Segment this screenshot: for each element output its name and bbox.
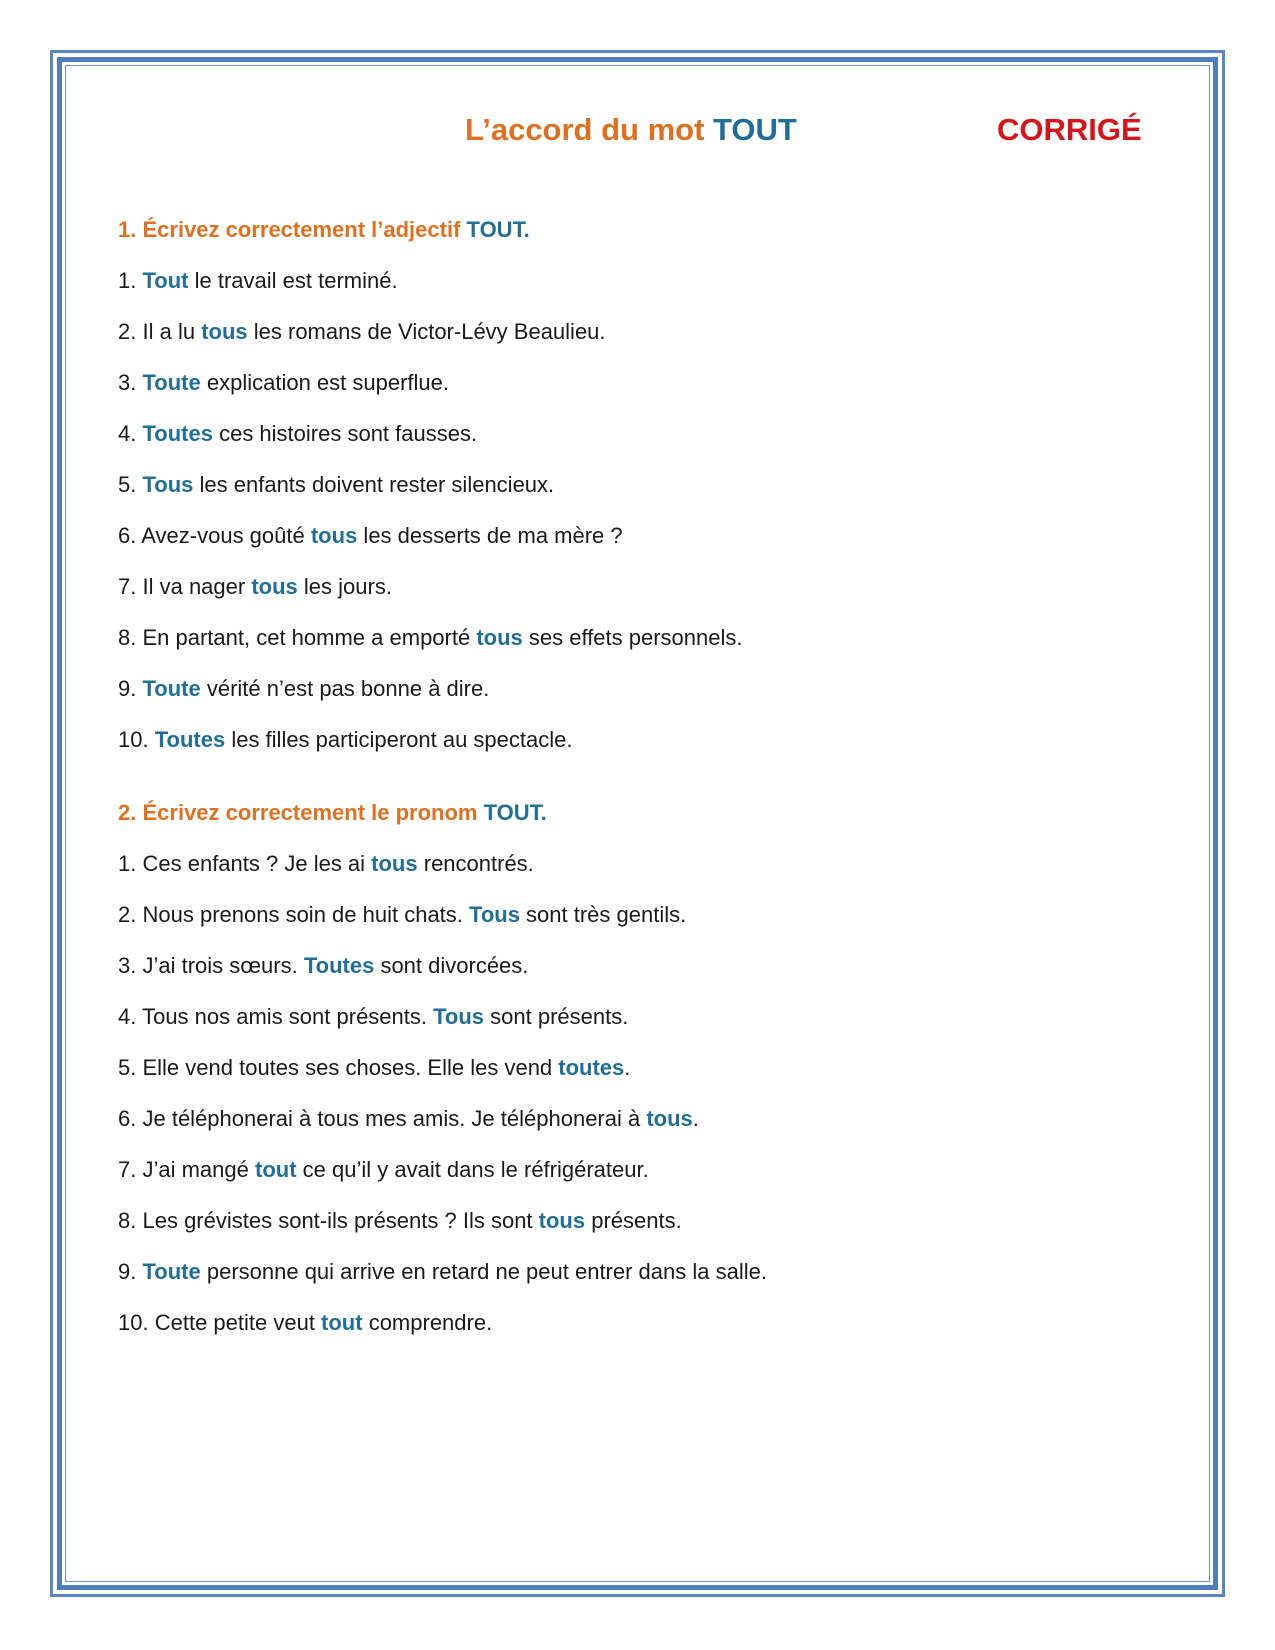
title-main: L’accord du mot (465, 112, 705, 147)
exercise-line (118, 1310, 1118, 1361)
item-text-after: le travail est terminé. (188, 268, 398, 293)
item-text-before: J’ai trois sœurs. (142, 953, 304, 978)
item-answer: tous (476, 625, 523, 650)
exercise-line (118, 1004, 1118, 1055)
item-answer: tout (255, 1157, 297, 1182)
section-number: 1. (118, 217, 137, 242)
exercise-line (118, 676, 1118, 727)
section-heading-word: TOUT (466, 217, 524, 242)
item-answer: Toute (142, 676, 201, 701)
section-heading (118, 800, 1118, 851)
exercise-line (118, 1259, 1118, 1310)
exercise-line (118, 268, 1118, 319)
item-number: 4. (118, 421, 137, 446)
item-number: 6. (118, 523, 137, 548)
item-text-after: sont présents. (484, 1004, 629, 1029)
exercise-line (118, 421, 1118, 472)
exercise-line (118, 1106, 1118, 1157)
item-text-after: sont divorcées. (374, 953, 529, 978)
item-text-before: J’ai mangé (142, 1157, 255, 1182)
exercise-line (118, 902, 1118, 953)
item-text-before: Les grévistes sont-ils présents ? Ils sont (142, 1208, 539, 1233)
exercise-line (118, 472, 1118, 523)
item-text-after: personne qui arrive en retard ne peut entrer dans la salle. (200, 1259, 767, 1284)
item-text-after: les romans de Victor-Lévy Beaulieu. (247, 319, 606, 344)
section-heading-word: TOUT (483, 800, 541, 825)
item-answer: Tout (142, 268, 189, 293)
item-answer: Toute (142, 1259, 201, 1284)
exercise-line (118, 851, 1118, 902)
exercise-line (118, 1208, 1118, 1259)
section-heading-text: Écrivez correctement l’adjectif (142, 217, 461, 242)
item-answer: tous (646, 1106, 693, 1131)
section-heading-end: . (540, 800, 547, 825)
item-text-before: Il a lu (142, 319, 202, 344)
item-text-after: présents. (585, 1208, 682, 1233)
item-number: 9. (118, 1259, 137, 1284)
exercise-line (118, 574, 1118, 625)
item-text-before: Cette petite veut (154, 1310, 322, 1335)
item-text-before: Elle vend toutes ses choses. Elle les vend (142, 1055, 559, 1080)
item-answer: Tous (469, 902, 520, 927)
item-answer: tous (538, 1208, 586, 1233)
item-number: 2. (118, 902, 137, 927)
item-number: 9. (118, 676, 137, 701)
item-answer: Tous (142, 472, 194, 497)
item-text-after: ses effets personnels. (522, 625, 743, 650)
section-heading (118, 217, 1118, 268)
item-number: 1. (118, 268, 137, 293)
item-answer: tous (310, 523, 358, 548)
item-text-after: . (624, 1055, 631, 1080)
exercise-section-adjective (118, 217, 1118, 778)
item-number: 2. (118, 319, 137, 344)
item-number: 7. (118, 1157, 137, 1182)
item-answer: Toutes (154, 727, 226, 752)
exercise-line (118, 1157, 1118, 1208)
item-text-before: Ces enfants ? Je les ai (142, 851, 372, 876)
item-number: 5. (118, 1055, 137, 1080)
item-text-before: Il va nager (142, 574, 252, 599)
title-row (0, 112, 1275, 152)
section-heading-text: Écrivez correctement le pronom (142, 800, 478, 825)
item-answer: Tous (433, 1004, 485, 1029)
exercise-line (118, 319, 1118, 370)
corrige-label: CORRIGÉ (997, 112, 1142, 147)
item-text-after: . (692, 1106, 699, 1131)
item-answer: tout (321, 1310, 363, 1335)
item-text-after: ces histoires sont fausses. (212, 421, 478, 446)
item-text-after: les enfants doivent rester silencieux. (193, 472, 555, 497)
exercise-section-pronoun (118, 800, 1118, 1361)
page-title (465, 112, 797, 148)
item-answer: tous (251, 574, 298, 599)
item-answer: Toutes (142, 421, 213, 446)
item-number: 5. (118, 472, 137, 497)
exercise-line (118, 523, 1118, 574)
item-text-after: explication est superflue. (200, 370, 449, 395)
item-text-after: les desserts de ma mère ? (357, 523, 623, 548)
section-heading-end: . (523, 217, 530, 242)
item-text-after: vérité n’est pas bonne à dire. (200, 676, 490, 701)
exercise-line (118, 727, 1118, 778)
item-text-before: Je téléphonerai à tous mes amis. Je téléphonerai à (142, 1106, 647, 1131)
item-answer: tous (371, 851, 418, 876)
section-number: 2. (118, 800, 137, 825)
item-number: 8. (118, 625, 137, 650)
item-answer: Toute (142, 370, 201, 395)
item-number: 3. (118, 370, 137, 395)
item-text-after: ce qu’il y avait dans le réfrigérateur. (296, 1157, 649, 1182)
item-text-after: comprendre. (362, 1310, 493, 1335)
exercise-line (118, 370, 1118, 421)
item-answer: Toutes (303, 953, 375, 978)
item-text-before: Avez-vous goûté (141, 523, 311, 548)
item-text-after: les filles participeront au spectacle. (225, 727, 573, 752)
item-answer: toutes (558, 1055, 625, 1080)
exercise-line (118, 953, 1118, 1004)
item-answer: tous (201, 319, 248, 344)
item-number: 1. (118, 851, 137, 876)
item-number: 8. (118, 1208, 137, 1233)
item-number: 10. (118, 727, 149, 752)
title-word: TOUT (713, 112, 797, 147)
item-text-before: Nous prenons soin de huit chats. (142, 902, 470, 927)
item-text-after: sont très gentils. (519, 902, 687, 927)
exercise-line (118, 1055, 1118, 1106)
item-text-before: Tous nos amis sont présents. (142, 1004, 434, 1029)
item-number: 6. (118, 1106, 137, 1131)
item-number: 7. (118, 574, 137, 599)
exercise-line (118, 625, 1118, 676)
item-number: 10. (118, 1310, 149, 1335)
item-number: 4. (118, 1004, 137, 1029)
item-text-before: En partant, cet homme a emporté (142, 625, 477, 650)
item-text-after: rencontrés. (417, 851, 534, 876)
item-text-after: les jours. (297, 574, 392, 599)
item-number: 3. (118, 953, 137, 978)
